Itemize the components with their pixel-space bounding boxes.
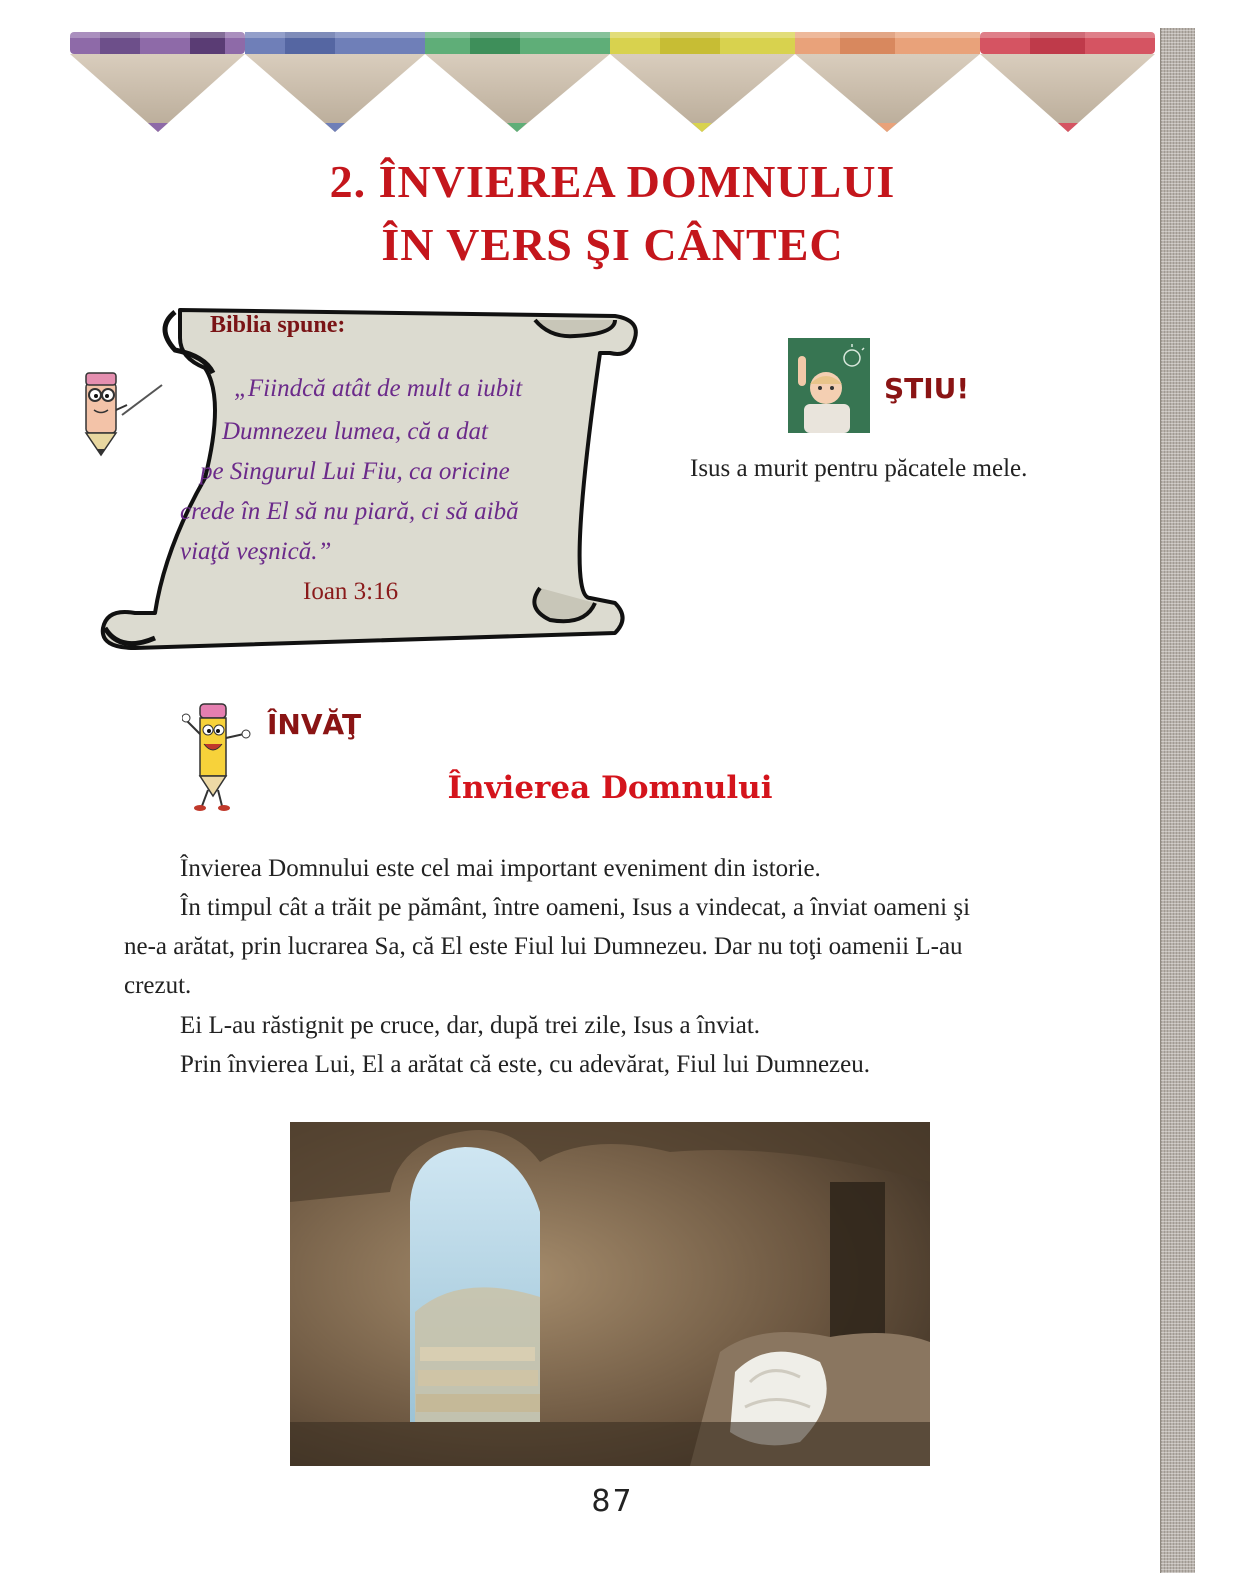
invat-label: ÎNVĂŢ — [267, 708, 362, 741]
verse-line: pe Singurul Lui Fiu, ca oricine — [200, 458, 510, 485]
pencil-banner — [70, 28, 1155, 138]
scroll-frame — [95, 298, 650, 676]
verse-line: „Fiindcă atât de mult a iubit — [234, 375, 523, 402]
paragraph: Învierea Domnului este cel mai important eveniment din istorie. — [180, 855, 821, 882]
stiu-text: Isus a murit pentru păcatele mele. — [690, 455, 1028, 482]
teacher-pencil-icon — [72, 365, 167, 460]
page-number: 87 — [591, 1484, 634, 1519]
child-photo — [788, 338, 870, 433]
paragraph-line: În timpul cât a trăit pe pământ, între oameni, Isus a vindecat, a înviat oameni şi — [180, 894, 971, 921]
paragraph: Prin învierea Lui, El a arătat că este, cu adevărat, Fiul lui Dumnezeu. — [180, 1051, 871, 1078]
paragraph: Ei L-au răstignit pe cruce, dar, după trei zile, Isus a înviat. — [180, 1012, 761, 1039]
verse-line: crede în El să nu piară, ci să aibă — [180, 498, 519, 525]
verse-line: Dumnezeu lumea, că a dat — [222, 418, 488, 445]
section-title: Învierea Domnului — [447, 770, 773, 806]
stiu-label: ŞTIU! — [884, 372, 970, 405]
page-title-line-2: ÎN VERS ŞI CÂNTEC — [381, 219, 844, 270]
paragraph-line: crezut. — [124, 972, 192, 999]
verse-line: viaţă veşnică.” — [180, 538, 332, 565]
page-title-line-1: 2. ÎNVIEREA DOMNULUI — [329, 156, 896, 207]
verse-reference: Ioan 3:16 — [303, 578, 399, 605]
scroll-heading: Biblia spune: — [210, 312, 346, 338]
paragraph-line: ne-a arătat, prin lucrarea Sa, că El este Fiul lui Dumnezeu. Dar nu toţi oamenii L-au — [124, 933, 963, 960]
tomb-image — [290, 1122, 930, 1466]
